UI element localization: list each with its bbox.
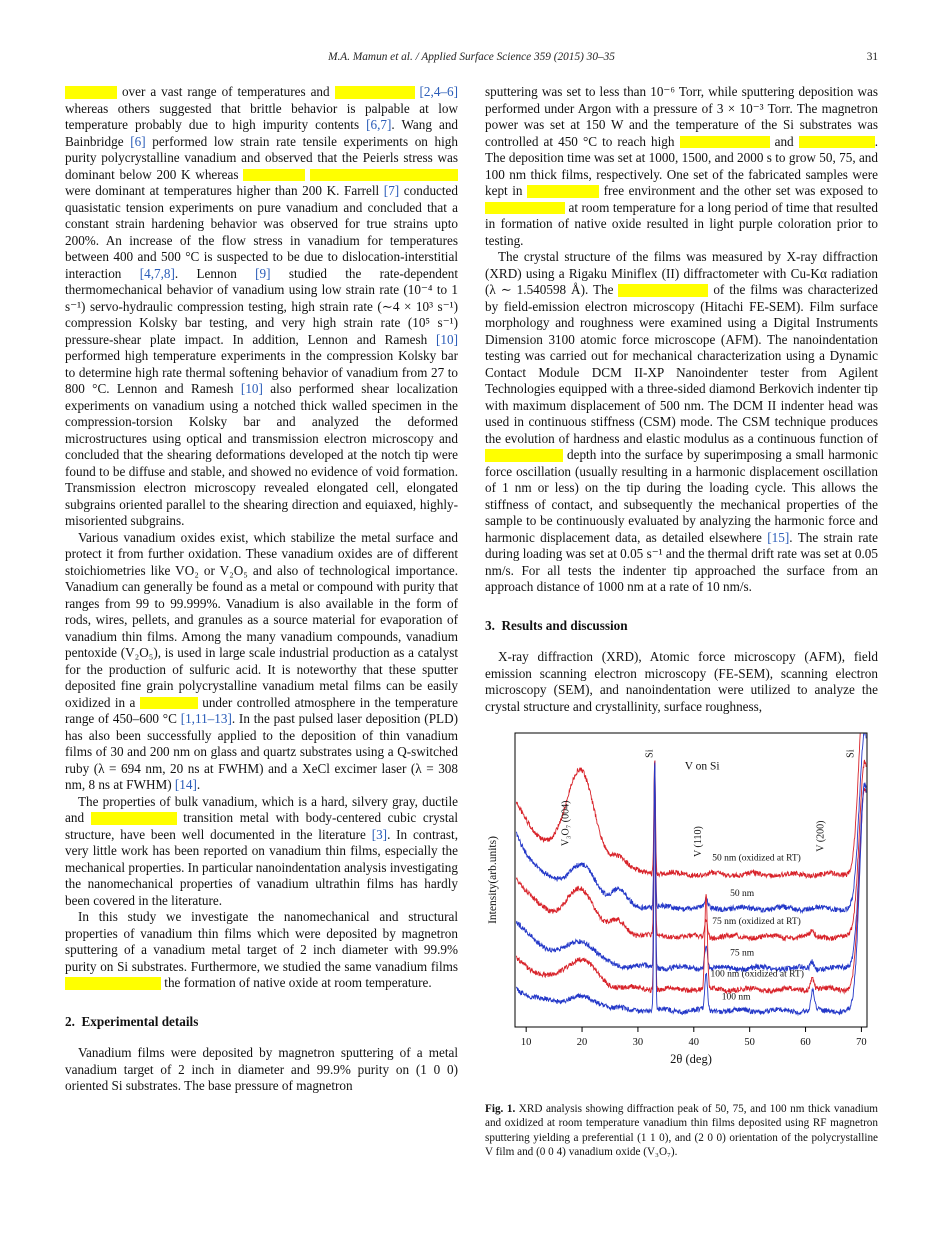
peak-label: V (200) [815,820,827,852]
axis-tick-label: 20 [576,1037,588,1048]
highlight-redaction [527,185,599,198]
axis-tick-label: 70 [856,1037,867,1048]
citation-link[interactable]: [7] [383,183,400,198]
peak-label: V₃O₇ (004) [560,800,572,847]
highlight-redaction [91,812,177,825]
text-run: sputtering was set to less than 10⁻⁶ Torr, while sputtering deposition was performed under Argon with a pressure of 3 × 10⁻³ Torr. The magnetron power was set at 150 W and the temperature of the Si substrates was controlled at 450 °C to reach high [485,84,878,149]
text-run: . The strain rate during loading was set at 0.05 s⁻¹ and the thermal drift rate was set at 0.05 nm/s. For all tests the indenter tip approached the surface from an approach distance of 1000 nm at a rate of 10 nm/s. [485,529,878,594]
paragraph [65,84,458,530]
citation-link[interactable]: [15] [767,529,790,545]
series-label: 75 nm (oxidized at RT) [712,917,801,928]
series-label: 50 nm [730,888,755,899]
citation-link[interactable]: [9] [255,265,271,281]
text-run: . Lennon [174,265,256,281]
paragraph [65,794,458,910]
right-column [485,84,878,1160]
citation-link[interactable]: [4,7,8] [139,265,175,281]
text-run: performed low strain rate tensile experiments on high purity polycrystalline vanadium and observed that the Peierls stress was dominant below 200 K whereas [65,133,458,182]
series-label: 100 nm (oxidized at RT) [710,969,804,980]
citation-link[interactable]: [3] [371,826,388,842]
text-run: XRD analysis showing diffraction peak of 50, 75, and 100 nm thick vanadium and oxidized at room temperature vanadium thin films deposited using RF magnetron sputtering yielding a preferential (1 1 0), and (2 0 0) orientation of the polycrystalline V film and (0 0 4) vanadium oxide (V₃O₇). [485,1102,878,1159]
paragraph [485,84,878,249]
text-run: The crystal structure of the films was measured by X-ray diffraction (XRD) using a Rigaku Miniflex (II) diffractometer with Cu-Kα radiation (λ ∼ 1.540598 Å). The [485,249,878,297]
text-run: whereas others suggested that brittle behavior is palpable at low temperature probably due to high impurity contents [65,100,458,132]
figure-1 [485,727,878,1160]
page-number: 31 [866,51,878,63]
text-run: studied the rate-dependent thermomechanical behavior of vanadium using low strain rate (10⁻⁴ to 1 s⁻¹) servo-hydraulic compression testing, high strain rate (∼4 × 10³ s⁻¹) compression Kolsky bar testing, and very high strain rate (10⁵ s⁻¹) pressure-shear plate impact. In addition, Lennon and Ramesh [65,265,458,347]
series-label: 100 nm [721,992,751,1003]
peak-label: Si [845,749,857,758]
xrd-chart [485,727,878,1080]
text-run: In this study we investigate the nanomechanical and structural properties of vanadium thin films which were deposited by magnetron sputtering of a vanadium metal target of 2 inch diameter with 99.9% purity on Si substrates. Furthermore, we studied the same vanadium films [65,909,458,974]
text-run: were dominant at temperatures higher than 200 K. Farrell [65,183,384,198]
text-run: . [196,777,201,792]
axis-tick-label: 10 [520,1037,532,1048]
series-label: 50 nm (oxidized at RT) [712,853,801,864]
x-axis-label: 2θ (deg) [670,1052,712,1066]
highlight-redaction [65,977,161,990]
text-run: X-ray diffraction (XRD), Atomic force microscopy (AFM), field emission scanning electron microscopy (FE-SEM), scanning electron microscopy (SEM), and nanoindentation were utilized to analyze the crystal structure and crystallinity, surface roughness, [485,649,878,714]
text-run: over a vast range of temperatures and [117,84,335,99]
peak-label: Si [644,749,656,758]
two-column-body [65,84,878,1160]
highlight-redaction [680,136,770,149]
text-run: performed high temperature experiments in the compression Kolsky bar to determine high rate thermal softening behavior of vanadium from 27 to 800 °C. Lennon and Ramesh [65,348,458,396]
text-run: . Wang and Bainbridge [65,117,459,149]
highlight-redaction [799,136,875,149]
section-heading-experimental: 2. Experimental details [65,1013,199,1029]
highlight-redaction [485,202,565,215]
figure-caption [485,1102,878,1160]
paragraph [65,530,458,794]
text-run: Vanadium films were deposited by magnetron sputtering of a metal vanadium target of 2 inch in diameter and 99.9% purity on (1 0 0) oriented Si substrates. The base pressure of magnetron [65,1045,458,1093]
text-run: of the films was characterized by field-emission electron microscopy (Hitachi FE-SEM). Film surface morphology and roughness were examined using a Digital Instruments Dimension 3100 atomic force microscope (AFM). The nanoindentation testing was carried out for mechanical characterization using a Dynamic Contact Module DCM II-XP Nanoindenter tester from Agilent Technologies equipped with a three-sided diamond Berkovich indenter tip with maximum displacement of 500 nm. The DCM II indenter head was used in continuous stiffness (CSM) mode. The CSM technique produces the evolution of hardness and elastic modulus as a continuous function of [485,282,878,446]
text-run: . The deposition time was set at 1000, 1500, and 2000 s to grow 50, 75, and 100 nm thick films, respectively. One set of the fabricated samples were kept in [485,133,878,198]
highlight-redaction [243,169,305,182]
axis-tick-label: 50 [744,1037,755,1048]
text-run: conducted quasistatic tension experiments on pure vanadium and concluded that a constant strain hardening behavior was observed for true strains upto 200%. An increase of the flow stress in vanadium for temperatures between 400 and 500 °C is suspected to be due to dislocation-interstitial interaction [65,183,459,281]
text-run: and [769,133,799,149]
text-run: . In the past pulsed laser deposition (PLD) has also been successfully applied to the deposition of thin vanadium films of 30 and 200 nm on glass and quartz substrates using a Q-switched ruby (λ = 694 nm, 20 ns at FWHM) and a XeCl excimer laser (λ = 308 nm, 8 ns at FWHM) [65,711,459,792]
paragraph [485,249,878,596]
highlight-redaction [140,697,198,710]
text-run: . In contrast, very little work has been reported on vanadium thin films, especially the mechanical properties. In particular nanoindentation analysis investigating the nanomechanical properties of vanadium ultrathin films has hardly been covered in the literature. [65,826,458,908]
text-run: the formation of native oxide at room temperature. [161,975,432,990]
axis-tick-label: 60 [800,1037,811,1048]
caption-label: Fig. 1. [485,1102,516,1115]
running-head: M.A. Mamun et al. / Applied Surface Science 359 (2015) 30–35 [328,51,615,63]
citation-link[interactable]: [14] [174,777,197,792]
citation-link[interactable]: [2,4–6] [419,84,458,99]
text-run: at room temperature for a long period of time that resulted in formation of native oxide resulted in light purple coloration prior to testing. [485,199,878,248]
text-run: The properties of bulk vanadium, which is a hard, silvery gray, ductile and [65,793,458,825]
series-label: 75 nm [730,948,755,959]
axis-tick-label: 40 [688,1037,700,1048]
text-run: free environment and the other set was exposed to [599,183,878,198]
left-column [65,84,458,1160]
chart-annotation: V on Si [684,760,720,773]
section-heading-results: 3. Results and discussion [485,617,628,633]
paragraph [65,1045,458,1095]
highlight-redaction [485,449,563,462]
citation-link[interactable]: [1,11–13] [180,711,232,726]
highlight-redaction [335,86,415,99]
text-run: transition metal with body-centered cubic crystal structure, have been well documented in the literature [65,810,458,842]
xrd-chart-svg [485,727,876,1075]
peak-label: V (110) [693,826,705,858]
citation-link[interactable]: [10] [436,331,458,347]
paragraph [485,649,878,715]
text-run: also performed shear localization experiments on vanadium using a notched thick walled specimen in the compression-torsion Kolsky bar and analyzed the deformed microstructures using optical and transmission electron microscopy and concluded that the shearing deformations developed at the notch tip were found to be diffuse and stable, and showed no evidence of void formation. Transmission electron microscopy revealed elongated cell, elongated subgrains oriented parallel to the shearing direction and equiaxed, highly-misoriented subgrains. [65,381,458,528]
citation-link[interactable]: [6] [130,133,146,149]
text-run: under controlled atmosphere in the temperature range of 450–600 °C [65,694,458,726]
text-run: depth into the surface by superimposing a small harmonic force oscillation (usually resulting in a harmonic displacement oscillation of 1 nm or less) on the tip during the loading cycle. This allows the stiffness of contact, and subsequently the mechanical properties of the sample to be continuously evaluated by analyzing the harmonic force and harmonic displacement data, as detailed elsewhere [485,447,878,545]
paragraph [65,909,458,992]
citation-link[interactable]: [10] [240,381,263,396]
axis-tick-label: 30 [632,1037,644,1048]
text-run: Various vanadium oxides exist, which stabilize the metal surface and protect it from further oxidation. These vanadium oxides are of different stoichiometries like VO₂ or V₂O₅ and also of technological importance. Vanadium can generally be found as a metal or compound with purity that ranges from 99 to 99.999%. Vanadium is also available in the form of rods, wires, pellets, and granules as a source material for evaporation of vanadium thin films. Among the many vanadium compounds, vanadium pentoxide (V₂O₅), is used in large scale industrial production as a catalyst for the production of sulfuric acid. It is noteworthy that these sputter deposited fine grain polycrystalline vanadium metal films can be easily oxidized in a [65,529,458,710]
highlight-redaction [65,86,117,99]
highlight-redaction [618,284,708,297]
citation-link[interactable]: [6,7] [366,117,392,132]
highlight-redaction [310,169,458,182]
y-axis-label: Intensity(arb.units) [487,836,499,924]
